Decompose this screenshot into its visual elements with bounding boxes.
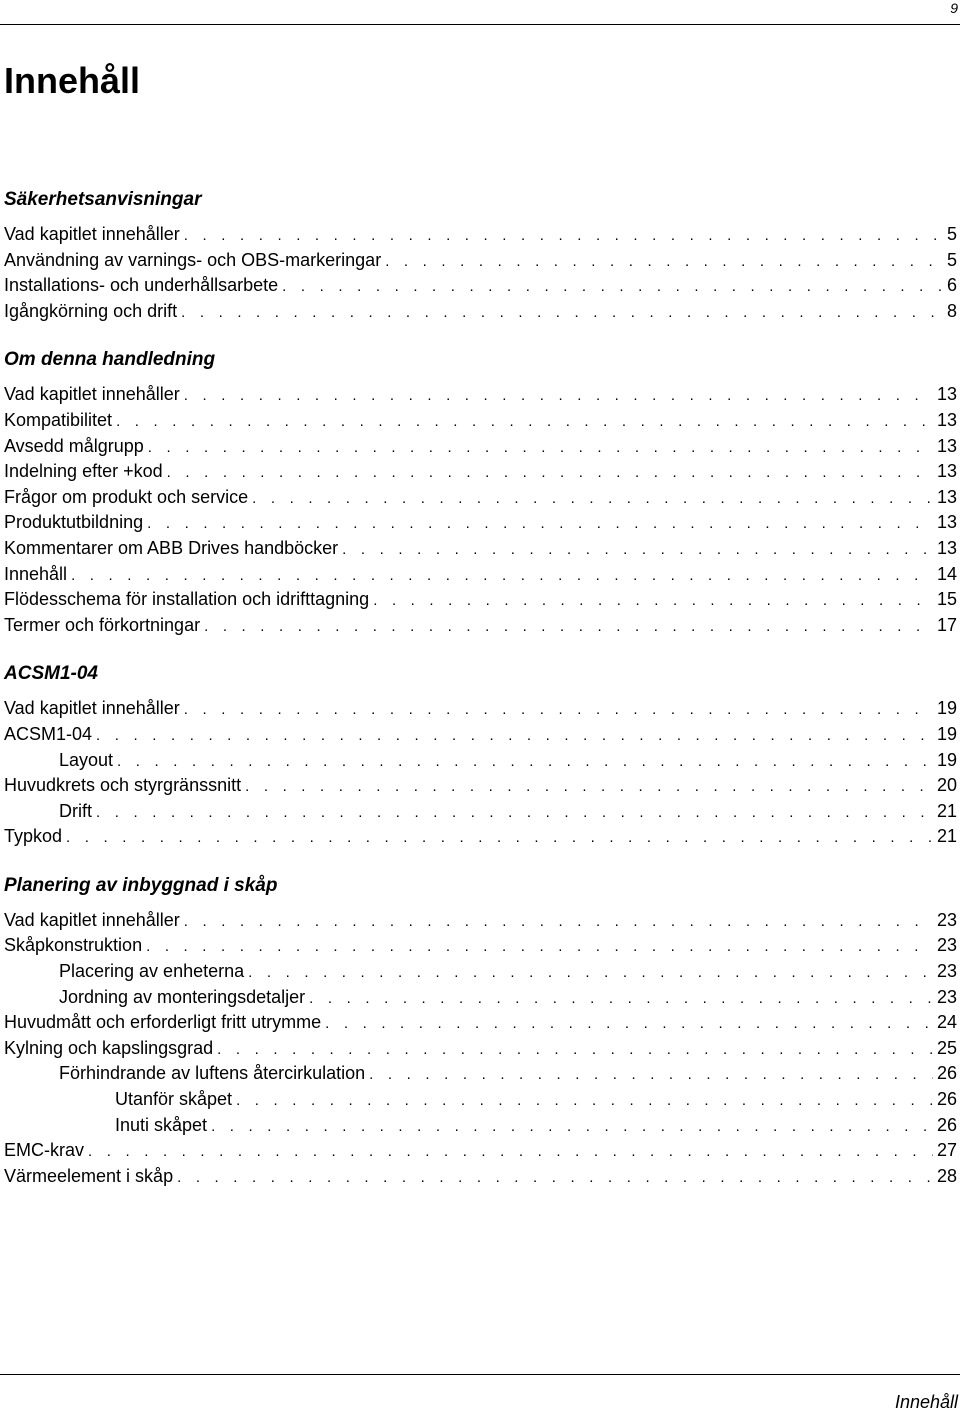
toc-section	[4, 346, 957, 638]
entry-label: Värmeelement i skåp	[4, 1165, 174, 1186]
toc-entry[interactable]	[4, 985, 957, 1011]
entry-label: Huvudmått och erforderligt fritt utrymme	[4, 1012, 322, 1033]
toc-entry[interactable]	[4, 562, 957, 588]
entry-page-number: 20	[936, 775, 957, 796]
entry-page-number: 25	[936, 1037, 957, 1058]
entry-label: EMC-krav	[4, 1140, 84, 1161]
dot-leader	[167, 460, 933, 486]
dot-leader	[325, 1011, 933, 1037]
entry-label: Kommentarer om ABB Drives handböcker	[4, 537, 339, 558]
toc-entry[interactable]	[4, 933, 957, 959]
entry-label: Utanför skåpet	[115, 1089, 233, 1110]
entry-page-number: 17	[936, 614, 957, 635]
entry-page-number: 24	[936, 1012, 957, 1033]
dot-leader	[96, 723, 933, 749]
dot-leader	[117, 749, 933, 775]
toc-entry[interactable]	[4, 1113, 957, 1139]
entry-page-number: 23	[936, 909, 957, 930]
toc-entry[interactable]	[4, 1036, 957, 1062]
entry-label: Förhindrande av luftens återcirkulation	[59, 1063, 366, 1084]
entry-page-number: 19	[936, 698, 957, 719]
page-number: 9	[950, 0, 958, 16]
entry-label: Installations- och underhållsarbete	[4, 275, 279, 296]
entry-label: Vad kapitlet innehåller	[4, 224, 180, 244]
entry-label: Vad kapitlet innehåller	[4, 384, 180, 405]
dot-leader	[88, 1139, 933, 1165]
toc-entry[interactable]	[4, 696, 957, 722]
dot-leader	[282, 274, 943, 300]
entry-label: Igångkörning och drift	[4, 300, 178, 321]
entry-label: Kompatibilitet	[4, 409, 113, 430]
section-entries	[4, 382, 957, 638]
toc-entry[interactable]	[4, 824, 957, 850]
toc-entry[interactable]	[4, 273, 957, 299]
dot-leader	[369, 1062, 933, 1088]
section-entries	[4, 908, 957, 1190]
dot-leader	[147, 511, 933, 537]
dot-leader	[177, 1165, 933, 1191]
toc-entry[interactable]	[4, 299, 957, 325]
entry-page-number: 19	[936, 749, 957, 770]
header-rule	[0, 24, 960, 25]
entry-page-number: 5	[946, 249, 957, 270]
toc-entry[interactable]	[4, 382, 957, 408]
toc-entry[interactable]	[4, 799, 957, 825]
dot-leader	[146, 934, 933, 960]
entry-label: ACSM1-04	[4, 723, 93, 744]
entry-label: Avsedd målgrupp	[4, 435, 144, 456]
dot-leader	[184, 383, 933, 409]
entry-page-number: 13	[936, 435, 957, 456]
entry-page-number: 21	[936, 800, 957, 821]
toc-entry[interactable]	[4, 408, 957, 434]
entry-label: Kylning och kapslingsgrad	[4, 1037, 214, 1058]
entry-page-number: 26	[936, 1114, 957, 1135]
entry-label: Indelning efter +kod	[4, 461, 163, 482]
dot-leader	[385, 249, 943, 275]
dot-leader	[342, 537, 933, 563]
entry-label: Användning av varnings- och OBS-markeringar	[4, 249, 382, 270]
dot-leader	[71, 563, 933, 589]
entry-label: Huvudkrets och styrgränssnitt	[4, 775, 242, 796]
toc-entry[interactable]	[4, 773, 957, 799]
entry-page-number: 13	[936, 537, 957, 558]
entry-label: Vad kapitlet innehåller	[4, 909, 180, 930]
dot-leader	[245, 774, 933, 800]
entry-label: Termer och förkortningar	[4, 614, 201, 635]
toc-entry[interactable]	[4, 1087, 957, 1113]
toc-entry[interactable]	[4, 1061, 957, 1087]
entry-page-number: 13	[936, 461, 957, 482]
toc-entry[interactable]	[4, 748, 957, 774]
dot-leader	[181, 300, 943, 326]
entry-label: Drift	[59, 800, 92, 821]
entry-label: Produktutbildning	[4, 512, 144, 533]
dot-leader	[66, 825, 933, 851]
entry-page-number: 23	[936, 935, 957, 956]
entry-label: Innehåll	[4, 563, 68, 584]
section-heading: Om denna handledning	[4, 349, 216, 371]
entry-page-number: 13	[936, 409, 957, 430]
entry-page-number: 26	[936, 1089, 957, 1110]
dot-leader	[309, 986, 933, 1012]
toc-entry[interactable]	[4, 613, 957, 639]
toc-section	[4, 186, 957, 324]
dot-leader	[116, 409, 933, 435]
toc-section	[4, 660, 957, 850]
dot-leader	[148, 435, 933, 461]
toc-entry[interactable]	[4, 587, 957, 613]
section-heading: ACSM1-04	[4, 663, 98, 685]
toc-entry[interactable]	[4, 248, 957, 274]
toc-entry[interactable]	[4, 1010, 957, 1036]
section-heading: Säkerhetsanvisningar	[4, 189, 202, 210]
dot-leader	[252, 486, 933, 512]
entry-page-number: 28	[936, 1165, 957, 1186]
toc-entry[interactable]	[4, 959, 957, 985]
entry-page-number: 21	[936, 826, 957, 847]
entry-label: Vad kapitlet innehåller	[4, 698, 180, 719]
dot-leader	[236, 1088, 933, 1114]
dot-leader	[184, 223, 943, 249]
entry-label: Frågor om produkt och service	[4, 486, 249, 507]
section-heading: Planering av inbyggnad i skåp	[4, 874, 278, 896]
toc-entry[interactable]	[4, 485, 957, 511]
entry-label: Skåpkonstruktion	[4, 935, 143, 956]
dot-leader	[373, 588, 933, 614]
entry-label: Inuti skåpet	[115, 1114, 208, 1135]
toc-entry[interactable]	[4, 222, 957, 248]
toc-entry[interactable]	[4, 1164, 957, 1190]
toc-entry[interactable]	[4, 510, 957, 536]
dot-leader	[217, 1037, 933, 1063]
dot-leader	[211, 1114, 933, 1140]
dot-leader	[184, 697, 933, 723]
entry-page-number: 13	[936, 512, 957, 533]
entry-page-number: 13	[936, 486, 957, 507]
entry-label: Layout	[59, 749, 114, 770]
entry-page-number: 8	[946, 300, 957, 321]
page-title: Innehåll	[4, 60, 141, 101]
entry-label: Placering av enheterna	[59, 961, 245, 982]
footer-rule	[0, 1374, 960, 1375]
entry-page-number: 13	[936, 384, 957, 405]
entry-page-number: 23	[936, 986, 957, 1007]
table-of-contents	[4, 186, 957, 1189]
entry-page-number: 6	[946, 275, 957, 296]
entry-label: Typkod	[4, 826, 63, 847]
entry-page-number: 5	[946, 224, 957, 244]
entry-label: Flödesschema för installation och idrifttagning	[4, 589, 370, 610]
toc-entry[interactable]	[4, 459, 957, 485]
entry-page-number: 23	[936, 961, 957, 982]
entry-page-number: 19	[936, 723, 957, 744]
toc-entry[interactable]	[4, 908, 957, 934]
entry-page-number: 26	[936, 1063, 957, 1084]
entry-label: Jordning av monteringsdetaljer	[59, 986, 306, 1007]
toc-entry[interactable]	[4, 536, 957, 562]
entry-page-number: 15	[936, 589, 957, 610]
entry-page-number: 14	[936, 563, 957, 584]
footer-title: Innehåll	[894, 1392, 958, 1412]
toc-entry[interactable]	[4, 1138, 957, 1164]
dot-leader	[96, 800, 933, 826]
entry-page-number: 27	[936, 1140, 957, 1161]
section-entries	[4, 222, 957, 324]
dot-leader	[184, 909, 933, 935]
toc-section	[4, 872, 957, 1190]
dot-leader	[204, 614, 933, 640]
dot-leader	[248, 960, 933, 986]
toc-entry[interactable]	[4, 434, 957, 460]
toc-entry[interactable]	[4, 722, 957, 748]
section-entries	[4, 696, 957, 850]
